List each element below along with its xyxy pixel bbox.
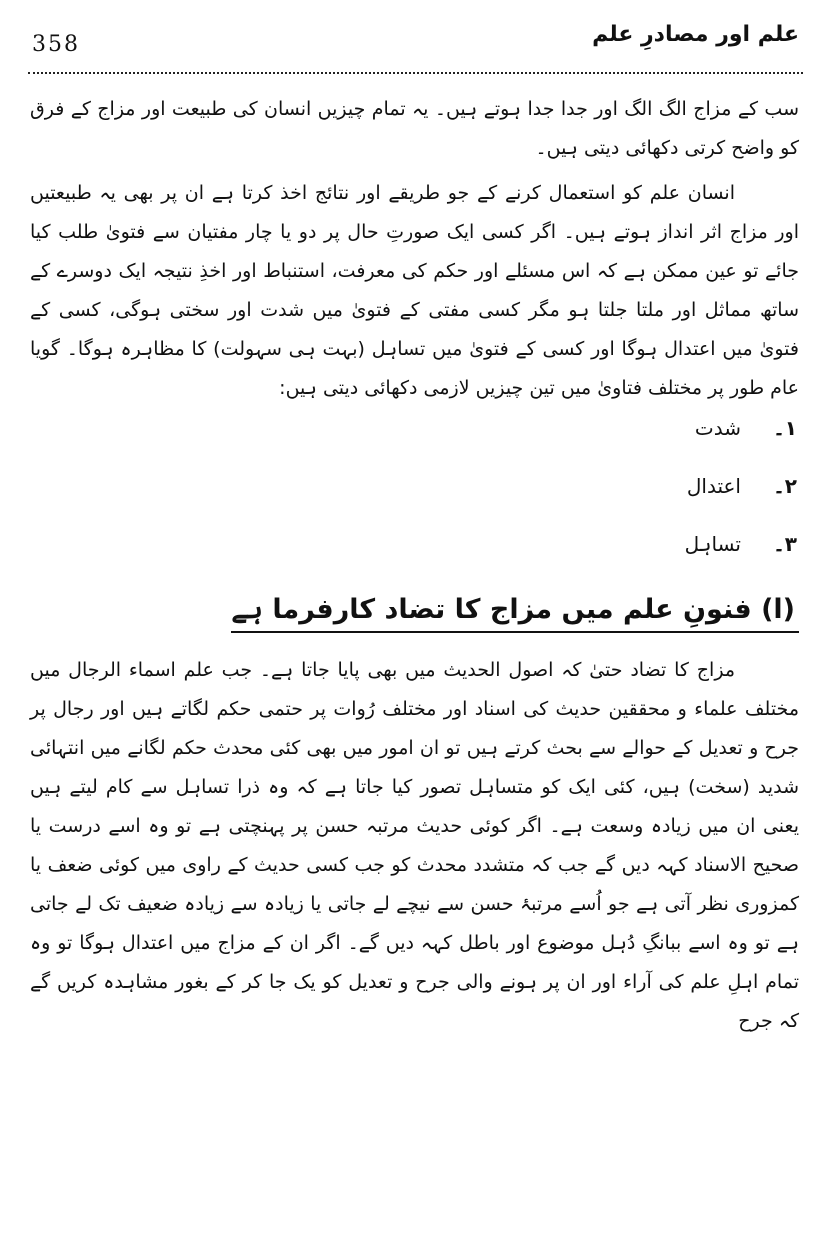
numbered-list	[30, 416, 799, 590]
paragraph: مزاج کا تضاد حتیٰ کہ اصول الحدیث میں بھی پایا جاتا ہے۔ جب علم اسماء الرجال میں مختلف علماء و محققین حدیث کی اسناد اور مختلف رُوات پر حتمی حکم لگاتے ہیں اور رجال پر جرح و تعدیل کے حوالے سے بحث کرتے ہیں تو ان امور میں بھی کئی محدث حکم لگانے میں انتہائی شدید (سخت) ہیں، کئی ایک کو متساہل تصور کیا جاتا ہے کہ وہ ذرا تساہل سے کام لیتے ہیں یعنی ان میں زیادہ وسعت ہے۔ اگر کوئی حدیث مرتبہ حسن پر پہنچتی ہے تو وہ اسے درست یا صحیح الاسناد کہہ دیں گے جب کہ متشدد محدث کو جب کسی حدیث کے راوی میں کوئی ضعف یا کمزوری نظر آتی ہے جو اُسے مرتبۂ حسن سے نیچے لے جاتی یا زیادہ سے زیادہ ضعیف تک لے جاتی ہے تو وہ اسے ببانگِ دُہل موضوع اور باطل کہہ دیں گے۔ اگر ان کے مزاج میں اعتدال ہوگا تو وہ تمام اہلِ علم کی آراء اور ان پر ہونے والی جرح و تعدیل کو یک جا کر کے بغور مشاہدہ کریں گے کہ جرح	[30, 659, 799, 1032]
running-title: علم اور مصادرِ علم	[592, 22, 799, 47]
page-header	[28, 14, 799, 72]
paragraph: انسان علم کو استعمال کرنے کے جو طریقے اور نتائج اخذ کرتا ہے ان پر بھی یہ طبیعتیں اور مزاج اثر انداز ہوتے ہیں۔ اگر کسی ایک صورتِ حال پر دو یا چار مفتیان سے فتویٰ طلب کیا جائے تو عین ممکن ہے کہ اس مسئلے اور حکم کی معرفت، استنباط اور اخذِ نتیجہ ایک دوسرے کے ساتھ مماثل اور ملتا جلتا ہو مگر کسی مفتی کے فتویٰ میں شدت اور سختی ہوگی، کسی کے فتویٰ میں اعتدال ہوگا اور کسی کے فتویٰ میں تساہل (بہت ہی سہولت) کا مظاہرہ ہوگا۔ گویا عام طور پر مختلف فتاویٰ میں تین چیزیں لازمی دکھائی دیتی ہیں:	[30, 182, 799, 399]
page-number: 358	[32, 32, 80, 57]
list-item	[30, 532, 799, 590]
page-body	[30, 90, 799, 1047]
list-item	[30, 416, 799, 474]
list-text: تساہل	[684, 532, 741, 556]
list-number: ۳۔	[773, 532, 797, 556]
list-text: اعتدال	[686, 474, 741, 498]
list-number: ۱۔	[773, 416, 797, 440]
paragraph: سب کے مزاج الگ الگ اور جدا جدا ہوتے ہیں۔ یہ تمام چیزیں انسان کی طبیعت اور مزاج کے فرق کو واضح کرتی دکھائی دیتی ہیں۔	[30, 98, 799, 159]
list-text: شدت	[694, 416, 741, 440]
header-divider	[28, 72, 803, 74]
list-number: ۲۔	[773, 474, 797, 498]
list-item	[30, 474, 799, 532]
section-heading: (ا) فنونِ علم میں مزاج کا تضاد کارفرما ہے	[231, 594, 799, 633]
